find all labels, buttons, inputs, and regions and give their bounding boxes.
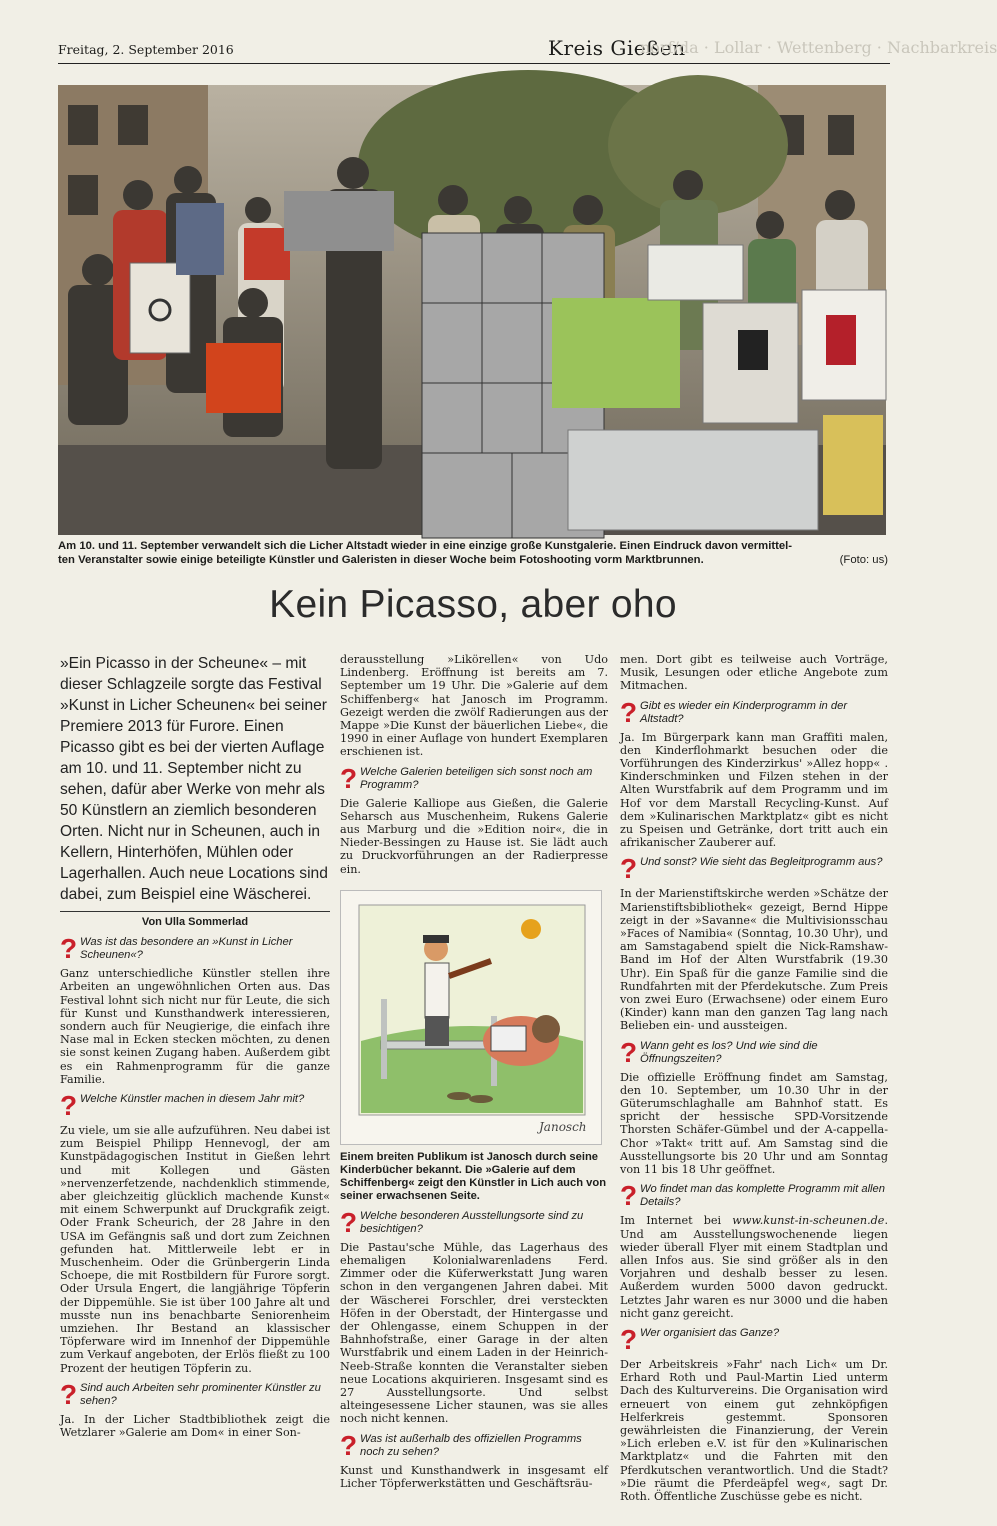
question-mark-icon: ? [620, 696, 638, 728]
photo-caption-line-1: Am 10. und 11. September verwandelt sich die Licher Altstadt wieder in eine einzige große Kunstgalerie. Einen Eindruck davon vermittel- [58, 540, 793, 552]
answer-text: Im Internet bei [620, 1214, 733, 1228]
question-text: Welche besonderen Ausstellungsorte sind zu besichtigen? [360, 1209, 584, 1235]
photo-caption [58, 539, 888, 567]
question-mark-icon: ? [60, 1378, 78, 1410]
question-text: Gibt es wieder ein Kinderprogramm in der Altstadt? [640, 699, 848, 725]
answer-paragraph: Ja. In der Licher Stadtbibliothek zeigt die Wetzlarer »Galerie am Dom« in einer Son- [60, 1412, 330, 1440]
question-text: Was ist außerhalb des offiziellen Programms noch zu sehen? [360, 1432, 582, 1458]
issue-date: Freitag, 2. September 2016 [58, 42, 234, 57]
question-block [340, 1429, 608, 1461]
answer-paragraph: Zu viele, um sie alle aufzuführen. Neu dabei ist zum Beispiel Philipp Hennevogl, der am Kunstpädagogischen Institut in Gießen lehrt und mit Kollegen und Gästen »nervenzerfetzende, nachdenklich stimmende, aber gleichzeitig glücklich machende Kunst« mit einem Schwerpunkt auf Druckgrafik zeigt. Oder Frank Scheurich, der 28 Jahre in den USA im Gefängnis saß und dort zum Zeichnen gefunden hat. Mittlerweile lebt er in Muschenheim. Oder die Grünbergerin Linda Schoepe, die mit Rostbildern für Furore sorgt. Oder Ursula Engert, die langjährige Töpferin der Dippemühle. Sie ist über 100 Jahre alt und musste nun ins benachbarte Seniorenheim umziehen. Ihr Bestand an klassischer Töpferware wird im Innenhof der Dippemühle zum Verkauf angeboten, der Erlös fließt zu 100 Prozent der heutigen Töpferin zu. [60, 1124, 330, 1375]
bleed-through-area [640, 34, 997, 64]
group-photo [58, 85, 886, 535]
question-block [340, 1206, 608, 1238]
website-link[interactable]: www.kunst-in-scheunen.de [732, 1214, 885, 1228]
question-mark-icon: ? [340, 1429, 358, 1461]
question-mark-icon: ? [620, 853, 638, 885]
article-lead: »Ein Picasso in der Scheune« – mit dieser Schlagzeile sorgte das Festival »Kunst in Licher Scheunen« bei seiner Premiere 2013 für Furore. Einen Picasso gibt es bei der vierten Auflage am 10. und 11. September nicht zu sehen, dafür aber Werke von mehr als 50 Künstlern an ziemlich besonderen Orten. Nicht nur in Scheunen, auch in Kellern, Hinterhöfen, Mühlen oder Lagerhallen. Auch neue Locations sind dabei, zum Beispiel eine Wäscherei. [60, 655, 328, 903]
answer-paragraph: Die Pastau'sche Mühle, das Lagerhaus des ehemaligen Kolonialwarenladens Ferd. Zimmer oder die Küferwerkstatt Jung waren schon in den vergangenen Jahren dabei. Mit der Wäscherei Forschler, drei versteckten Höfen in der Oberstadt, der Hintergasse und der Ohlengasse, einem Schuppen in der Bahnhofstraße, einer Garage in der alten Wurstfabrik und einem Laden in der Heinrich-Neeb-Straße konnten die Veranstalter sieben neue Locations akquirieren. Insgesamt sind es 27 Ausstellungsorte. Und selbst alteingesessene Licher staunen, was sie alles noch nicht kennen. [340, 1240, 608, 1426]
question-mark-icon: ? [60, 1090, 78, 1122]
question-text: Wer organisiert das Ganze? [640, 1326, 780, 1339]
janosch-etching [341, 891, 603, 1146]
answer-paragraph: Ja. Im Bürgerpark kann man Graffiti malen, den Kinderflohmarkt besuchen oder die Vorführungen des Kinderzirkus' »Allez hopp« . Kinderschminken und Filzen stehen in der Alten Wurstfabrik auf dem Programm und im Hof vor dem Marstall Recycling-Kunst. Auf dem »Kulinarischen Marktplatz« gibt es nicht zu Speisen und Getränke, dort tritt auch ein afrikanischer Zauberer auf. [620, 730, 888, 850]
janosch-illustration [340, 890, 602, 1145]
section-title: Kreis Gießen [548, 36, 686, 60]
answer-paragraph: derausstellung »Likörellen« von Udo Lindenberg. Eröffnung ist bereits am 7. September um 19 Uhr. Die »Galerie auf dem Schiffenberg« hat Janosch im Programm. Gezeigt werden die zwölf Radierungen aus der Mappe »Die Kunst der bäuerlichen Liebe«, die 1990 in einer Auflage von hundert Exemplaren erschienen ist. [340, 653, 608, 759]
question-mark-icon: ? [620, 1180, 638, 1212]
question-block [60, 933, 330, 965]
question-text: Welche Künstler machen in diesem Jahr mit? [80, 1093, 305, 1106]
answer-paragraph: men. Dort gibt es teilweise auch Vorträge, Musik, Lesungen oder etliche Angebote zum Mitmachen. [620, 653, 888, 693]
byline: Von Ulla Sommerlad [60, 911, 330, 929]
answer-paragraph [620, 1214, 888, 1320]
answer-paragraph: Der Arbeitskreis »Fahr' nach Lich« um Dr. Erhard Roth und Paul-Martin Lied unterm Dach des Kulturvereins. Die Organisation wird erneuert von einem gut zehnköpfigen Helferkreis gestemmt. Sponsoren gewährleisten die Finanzierung, der Verein »Lich erleben e.V. ist für den »Kulinarischen Marktplatz« und die Fahrten mit den Pferdkutschen verantwortlich. Und die Stadt? »Die räumt die Pferdeäpfel weg«, sagt Dr. Roth. Öffentliche Zuschüsse gebe es nicht. [620, 1357, 888, 1503]
question-block [620, 1180, 888, 1212]
article-column-3 [620, 653, 888, 1505]
question-mark-icon: ? [340, 1206, 358, 1238]
question-text: Was ist das besondere an »Kunst in Licher Scheunen«? [80, 936, 293, 962]
question-block [340, 762, 608, 794]
bleed-through-text: norf/da · Lollar · Wettenberg · Nachbarkreis [640, 38, 997, 57]
question-text: Welche Galerien beteiligen sich sonst noch am Programm? [360, 765, 593, 791]
illustration-caption: Einem breiten Publikum ist Janosch durch seine Kinderbücher bekannt. Die »Galerie auf dem Schiffenberg« zeigt den Künstler in Lich auch von seiner erwachsenen Seite. [340, 1150, 607, 1202]
question-block [620, 1036, 888, 1068]
question-mark-icon: ? [620, 1036, 638, 1068]
question-mark-icon: ? [620, 1323, 638, 1355]
article-column-2 [340, 653, 608, 1492]
question-text: Und sonst? Wie sieht das Begleitprogramm aus? [640, 856, 883, 869]
question-mark-icon: ? [340, 762, 358, 794]
group-photo-illustration [58, 85, 886, 535]
photo-caption-line-2: ten Veranstalter sowie einige beteiligte Künstler und Galeristen in dieser Woche beim Fotoshooting vorm Marktbrunnen. [58, 554, 704, 566]
answer-paragraph: Kunst und Kunsthandwerk in insgesamt elf Licher Töpferwerkstätten und Geschäftsräu- [340, 1463, 608, 1490]
article-headline: Kein Picasso, aber oho [269, 583, 677, 626]
question-mark-icon: ? [60, 933, 78, 965]
answer-paragraph: Ganz unterschiedliche Künstler stellen ihre Arbeiten an ungewöhnlichen Orten aus. Das Festival lohnt sich nicht nur für Leute, die sich für Kunst und Kunsthandwerk interessieren, sondern auch für Neugierige, die einfach ihre Nase mal in Ecken stecken möchten, zu denen sie sonst keinen Zugang haben. Außerdem gibt es ein Rahmenprogramm für die ganze Familie. [60, 967, 330, 1086]
answer-paragraph: Die offizielle Eröffnung findet am Samstag, den 10. September, um 10.30 Uhr in der Güterumschlaghalle am Bahnhof statt. Es spricht der hessische SPD-Vorsitzende Thorsten Schäfer-Gümbel und der A-cappella-Chor »Takt« tritt auf. Am Samstag sind die Ausstellungsorte bis 20 Uhr und am Sonntag von 11 bis 18 Uhr geöffnet. [620, 1070, 888, 1177]
answer-text: . Und am Ausstellungswochenende liegen wieder überall Flyer mit einem Stadtplan und allen Infos aus. Sie sind größer als in den Vorjahren und deshalb besser zu lesen. Außerdem wurden 5000 davon gedruckt. Letztes Jahr waren es nur 3000 und die haben nicht ganz gereicht. [620, 1214, 888, 1320]
answer-paragraph: Die Galerie Kalliope aus Gießen, die Galerie Seharsch aus Muschenheim, Rukens Galerie aus Marburg und die »Edition noir«, die in Nieder-Bessingen zu Hause ist. Sie lädt auch zu Druckvorführungen an der Radierpresse ein. [340, 796, 608, 876]
question-text: Wann geht es los? Und wie sind die Öffnungszeiten? [640, 1039, 818, 1065]
question-block [60, 1378, 330, 1410]
photo-credit: (Foto: us) [839, 554, 888, 566]
question-block [620, 1323, 888, 1355]
artist-signature: Janosch [539, 1119, 587, 1134]
question-block [620, 853, 888, 885]
question-text: Sind auch Arbeiten sehr prominenter Künstler zu sehen? [80, 1381, 321, 1407]
question-text: Wo findet man das komplette Programm mit allen Details? [640, 1183, 885, 1209]
article-column-1 [60, 653, 330, 1441]
question-block [620, 696, 888, 728]
answer-paragraph: In der Marienstiftskirche werden »Schätze der Marienstiftsbibliothek« gezeigt, Bernd Hippe zeigt in der »Savanne« die Multivisionsschau »Faces of Namibia« (Sonntag, 10.30 Uhr), und am Samstagabend spielt die Nick-Ramshaw-Band im Hof der Alten Wurstfabrik (19.30 Uhr). Ein Spaß für die ganze Familie sind die Rundfahrten mit der Pferdekutsche. Zum Preis von zwei Euro (Erwachsene) oder einem Euro (Kinder) kann man den ganzen Tag lang nach Belieben ein- und aussteigen. [620, 887, 888, 1033]
question-block [60, 1090, 330, 1122]
